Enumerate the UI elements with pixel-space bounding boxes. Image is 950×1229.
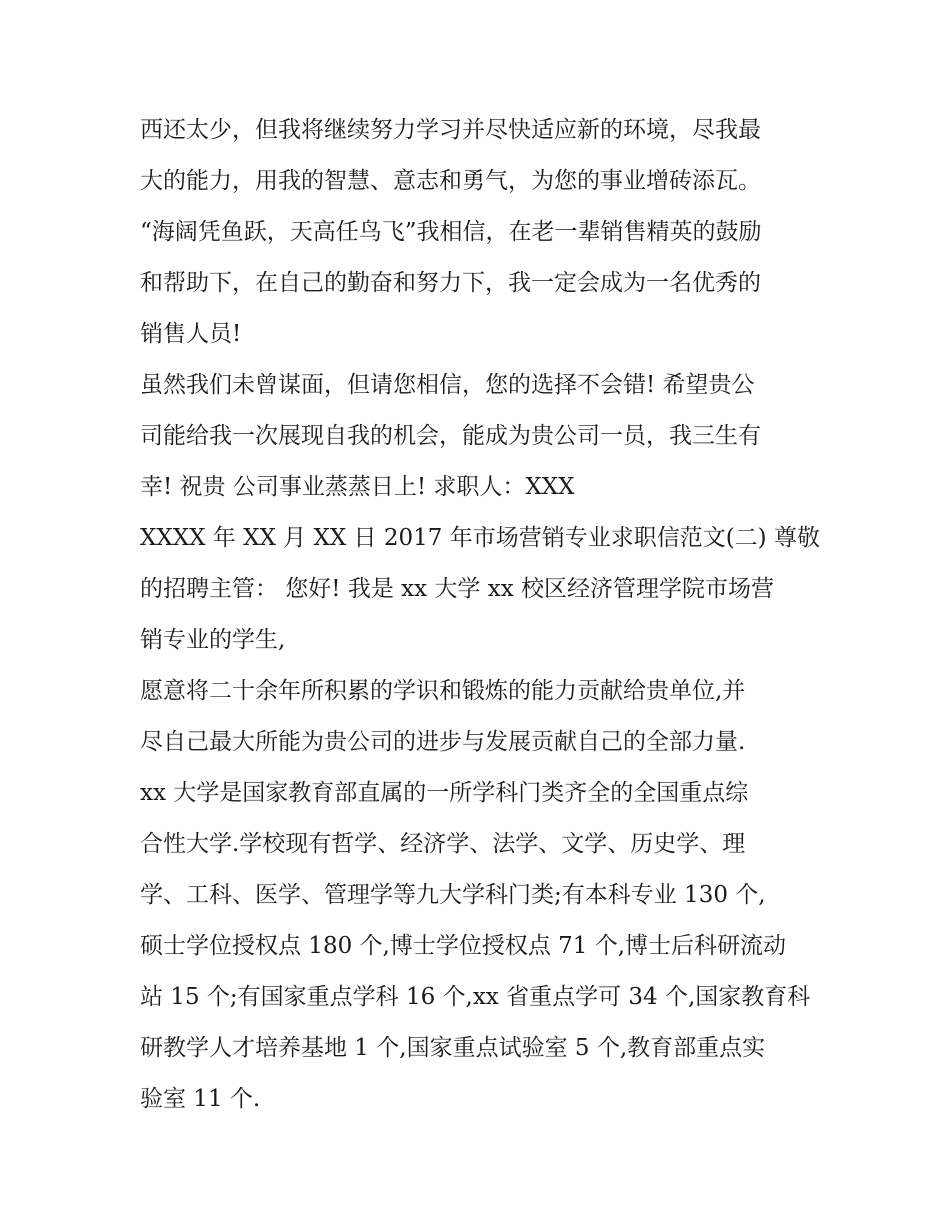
text-line: “海阔凭鱼跃，天高任鸟飞”我相信，在老一辈销售精英的鼓励 xyxy=(140,219,762,245)
text-line: 硕士学位授权点 180 个,博士学位授权点 71 个,博士后科研流动 xyxy=(140,933,787,959)
text-line: 销专业的学生, xyxy=(140,627,286,653)
text-line: 站 15 个;有国家重点学科 16 个,xx 省重点学可 34 个,国家教育科 xyxy=(140,984,811,1010)
text-line: 司能给我一次展现自我的机会，能成为贵公司一员，我三生有 xyxy=(140,423,761,449)
text-line: 学、工科、医学、管理学等九大学科门类;有本科专业 130 个, xyxy=(140,882,766,908)
text-line: 幸! 祝贵 公司事业蒸蒸日上! 求职人：XXX xyxy=(140,474,575,500)
text-line: 验室 11 个. xyxy=(140,1086,261,1112)
text-line: 尽自己最大所能为贵公司的进步与发展贡献自己的全部力量. xyxy=(140,729,746,755)
text-line: 的招聘主管： 您好! 我是 xx 大学 xx 校区经济管理学院市场营 xyxy=(140,576,774,602)
text-line: 合性大学.学校现有哲学、经济学、法学、文学、历史学、理 xyxy=(140,831,746,857)
text-line: 愿意将二十余年所积累的学识和锻炼的能力贡献给贵单位,并 xyxy=(140,678,746,704)
text-line: XXXX 年 XX 月 XX 日 2017 年市场营销专业求职信范文(二) 尊敬 xyxy=(140,525,820,551)
text-line: 销售人员! xyxy=(140,321,242,347)
text-line: 虽然我们未曾谋面，但请您相信，您的选择不会错! 希望贵公 xyxy=(140,372,755,398)
document-body xyxy=(140,105,820,1125)
text-line: 大的能力，用我的智慧、意志和勇气，为您的事业增砖添瓦。 xyxy=(140,168,761,194)
text-line: xx 大学是国家教育部直属的一所学科门类齐全的全国重点综 xyxy=(140,780,749,806)
text-line: 研教学人才培养基地 1 个,国家重点试验室 5 个,教育部重点实 xyxy=(140,1035,766,1061)
text-line: 和帮助下，在自己的勤奋和努力下，我一定会成为一名优秀的 xyxy=(140,270,761,296)
text-line: 西还太少，但我将继续努力学习并尽快适应新的环境，尽我最 xyxy=(140,117,761,143)
